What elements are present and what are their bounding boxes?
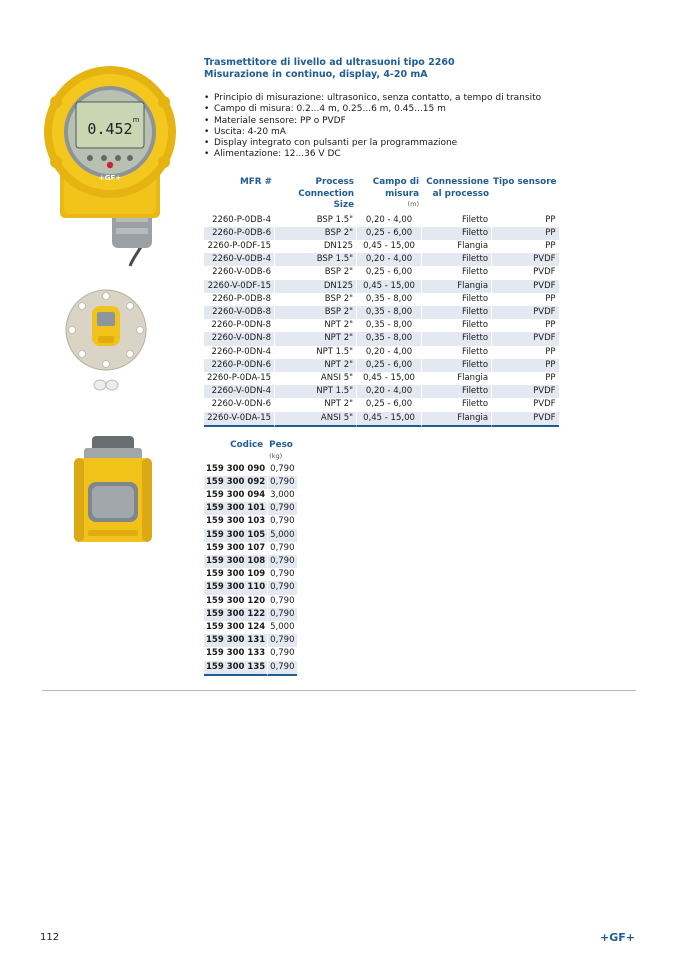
cell-code: 159 300 107 [206,542,266,553]
cell-connection: Filetto [421,398,491,411]
cell-sensor: PVDF [491,398,558,411]
cell-connection: Filetto [421,253,491,266]
cell-connection: Filetto [421,293,491,306]
flange-sensor-photo [58,288,154,394]
cell-size: NPT 2" [274,359,356,372]
spec-table-row [204,332,559,345]
spec-table-row [204,412,559,427]
cell-connection: Filetto [421,227,491,240]
cell-code: 159 300 105 [204,529,267,542]
codes-table-row [204,568,297,581]
spec-table-row [204,293,559,306]
cell-sensor: PVDF [491,412,558,427]
feature-item: • Display integrato con pulsanti per la programmazione [204,138,541,149]
header-code: Codice [230,440,264,450]
cell-code: 159 300 103 [206,516,266,527]
cell-mfr: 2260-V-0DN-6 [211,399,272,410]
cell-size: ANSI 5" [274,412,356,427]
cell-weight: 0,790 [267,608,296,621]
cell-weight: 0,790 [267,581,296,594]
cell-mfr: 2260-P-0DF-15 [207,240,272,251]
header-sensor: Tipo sensore [493,177,557,187]
page-number: 112 [40,932,60,943]
cell-range: 0,35 - 8,00 [356,293,421,306]
cell-size: BSP 2" [274,306,356,319]
cell-range: 0,25 - 6,00 [356,359,421,372]
cell-size: BSP 2" [274,266,356,279]
cell-code: 159 300 092 [204,476,267,489]
cell-range: 0,35 - 8,00 [356,319,421,332]
cell-code: 159 300 094 [206,489,266,500]
spec-table-row [204,266,559,279]
cell-size: NPT 2" [274,332,356,345]
cell-code: 159 300 101 [204,502,267,515]
spec-table-row [204,280,559,293]
cell-weight: 5,000 [267,529,296,542]
title-line-2: Misurazione in continuo, display, 4-20 mA [204,69,428,80]
cell-weight: 0,790 [267,568,296,581]
cell-weight: 0,790 [267,647,296,660]
cell-connection: Filetto [421,359,491,372]
header-weight-label: Peso [269,440,293,450]
cell-mfr: 2260-P-0DA-15 [207,372,272,383]
cell-weight: 3,000 [267,489,296,502]
cell-mfr: 2260-V-0DF-15 [204,280,274,293]
cell-weight: 0,790 [267,463,296,476]
cell-size: BSP 1.5" [274,214,356,227]
codes-table-row [204,608,297,621]
gf-logo: +GF+ [600,931,635,944]
cell-size: BSP 1.5" [274,253,356,266]
cell-sensor: PVDF [491,385,558,398]
codes-table-body [204,463,297,676]
cell-weight: 5,000 [267,621,296,634]
cell-range: 0,45 - 15,00 [356,372,421,385]
cell-mfr: 2260-P-0DN-8 [211,320,272,331]
cell-weight: 0,790 [267,661,296,676]
cell-code: 159 300 108 [204,555,267,568]
spec-table-row [204,359,559,372]
cell-connection: Flangia [421,372,491,385]
spec-header-row [204,177,559,214]
cell-mfr: 2260-V-0DB-8 [204,306,274,319]
display-unit: m [132,116,140,124]
spec-table-row [204,240,559,253]
spec-table-row [204,319,559,332]
transmitter-display-photo [44,62,180,268]
cell-range: 0,20 - 4,00 [356,214,421,227]
cell-connection: Filetto [421,332,491,345]
cell-code: 159 300 122 [204,608,267,621]
cell-connection: Filetto [421,214,491,227]
cell-range: 0,25 - 6,00 [356,266,421,279]
spec-table-row [204,346,559,359]
feature-item: • Alimentazione: 12...36 V DC [204,149,541,160]
spec-table-row [204,227,559,240]
header-range-label: Campo di misura [372,177,420,199]
feature-item: • Campo di misura: 0.2...4 m, 0.25...6 m, 0.45...15 m [204,104,541,115]
header-range-unit: (m) [407,200,420,208]
cell-size: DN125 [274,280,356,293]
cell-range: 0,35 - 8,00 [356,306,421,319]
cell-weight: 0,790 [267,634,296,647]
codes-table-row [204,581,297,594]
cell-code: 159 300 120 [206,595,266,606]
cell-sensor: PP [491,319,558,332]
cell-weight: 0,790 [267,502,296,515]
cell-code: 159 300 131 [204,634,267,647]
cell-sensor: PVDF [491,253,558,266]
cell-mfr: 2260-V-0DN-8 [204,332,274,345]
cell-range: 0,45 - 15,00 [356,240,421,253]
cell-size: BSP 2" [274,227,356,240]
spec-table-row [204,306,559,319]
feature-item: • Materiale sensore: PP o PVDF [204,116,541,127]
cell-range: 0,20 - 4,00 [356,346,421,359]
cell-mfr: 2260-P-0DB-8 [212,293,272,304]
codes-table-row [204,621,297,634]
cell-range: 0,45 - 15,00 [356,280,421,293]
cell-sensor: PP [491,293,558,306]
display-reading: 0.452 [87,120,133,138]
product-title [204,57,604,81]
cell-range: 0,35 - 8,00 [356,332,421,345]
cell-size: DN125 [274,240,356,253]
horizontal-divider [42,690,636,691]
codes-table-row [204,463,297,476]
feature-item: • Uscita: 4-20 mA [204,127,541,138]
cell-sensor: PVDF [491,332,558,345]
spec-table [204,177,559,427]
cell-size: BSP 2" [274,293,356,306]
device-brand: +GF+ [98,174,122,182]
cell-range: 0,45 - 15,00 [356,412,421,427]
cell-sensor: PP [491,359,558,372]
cell-sensor: PP [491,372,558,385]
spec-table-row [204,372,559,385]
cell-weight: 0,790 [267,542,296,555]
codes-table-row [204,489,297,502]
codes-table [204,440,297,676]
cell-range: 0,25 - 6,00 [356,227,421,240]
cell-size: NPT 1.5" [274,346,356,359]
codes-table-row [204,476,297,489]
cell-range: 0,20 - 4,00 [356,253,421,266]
cell-code: 159 300 109 [206,569,266,580]
feature-list [204,93,541,161]
cell-mfr: 2260-P-0DB-4 [212,214,272,225]
cell-code: 159 300 135 [204,661,267,676]
cell-range: 0,25 - 6,00 [356,398,421,411]
spec-table-row [204,214,559,227]
header-weight-unit: (kg) [269,451,283,460]
cell-weight: 0,790 [267,515,296,528]
cell-connection: Filetto [421,319,491,332]
codes-header-row [204,440,297,463]
spec-table-row [204,253,559,266]
cell-connection: Flangia [421,280,491,293]
header-size: Process Connection Size [298,177,355,210]
spec-table-body [204,214,559,427]
cell-mfr: 2260-V-0DB-4 [204,253,274,266]
codes-table-row [204,555,297,568]
codes-table-row [204,634,297,647]
cell-connection: Filetto [421,385,491,398]
cell-mfr: 2260-V-0DA-15 [204,412,274,427]
cell-code: 159 300 133 [206,648,266,659]
cell-connection: Filetto [421,346,491,359]
cell-weight: 0,790 [267,555,296,568]
cell-weight: 0,790 [267,595,296,608]
cell-code: 159 300 124 [206,621,266,632]
cell-mfr: 2260-V-0DN-4 [204,385,274,398]
header-connection: Connessione al processo [426,177,490,199]
cell-code: 159 300 090 [206,463,266,474]
title-line-1: Trasmettitore di livello ad ultrasuoni tipo 2260 [204,57,455,68]
cell-mfr: 2260-P-0DN-4 [211,346,272,357]
cell-size: NPT 1.5" [274,385,356,398]
cell-connection: Filetto [421,306,491,319]
cell-sensor: PVDF [491,280,558,293]
codes-table-row [204,529,297,542]
cell-sensor: PVDF [491,266,558,279]
cell-size: NPT 2" [274,319,356,332]
cell-range: 0,20 - 4,00 [356,385,421,398]
codes-table-row [204,661,297,676]
spec-table-row [204,385,559,398]
codes-table-row [204,647,297,660]
cell-mfr: 2260-P-0DB-6 [204,227,274,240]
header-weight [267,440,296,463]
cell-mfr: 2260-P-0DN-6 [204,359,274,372]
cell-sensor: PP [491,227,558,240]
header-mfr: MFR # [240,177,273,187]
codes-table-row [204,542,297,555]
codes-table-row [204,515,297,528]
cell-sensor: PP [491,240,558,253]
cell-code: 159 300 110 [204,581,267,594]
cylinder-sensor-photo [70,434,156,546]
cell-sensor: PVDF [491,306,558,319]
spec-table-row [204,398,559,411]
feature-item: • Principio di misurazione: ultrasonico, senza contatto, a tempo di transito [204,93,541,104]
codes-table-row [204,595,297,608]
header-range [356,177,421,214]
cell-sensor: PP [491,214,558,227]
codes-table-row [204,502,297,515]
cell-connection: Filetto [421,266,491,279]
cell-connection: Flangia [421,240,491,253]
cell-sensor: PP [491,346,558,359]
cell-mfr: 2260-V-0DB-6 [212,267,272,278]
cell-connection: Flangia [421,412,491,427]
cell-size: NPT 2" [274,398,356,411]
cell-weight: 0,790 [267,476,296,489]
cell-size: ANSI 5" [274,372,356,385]
